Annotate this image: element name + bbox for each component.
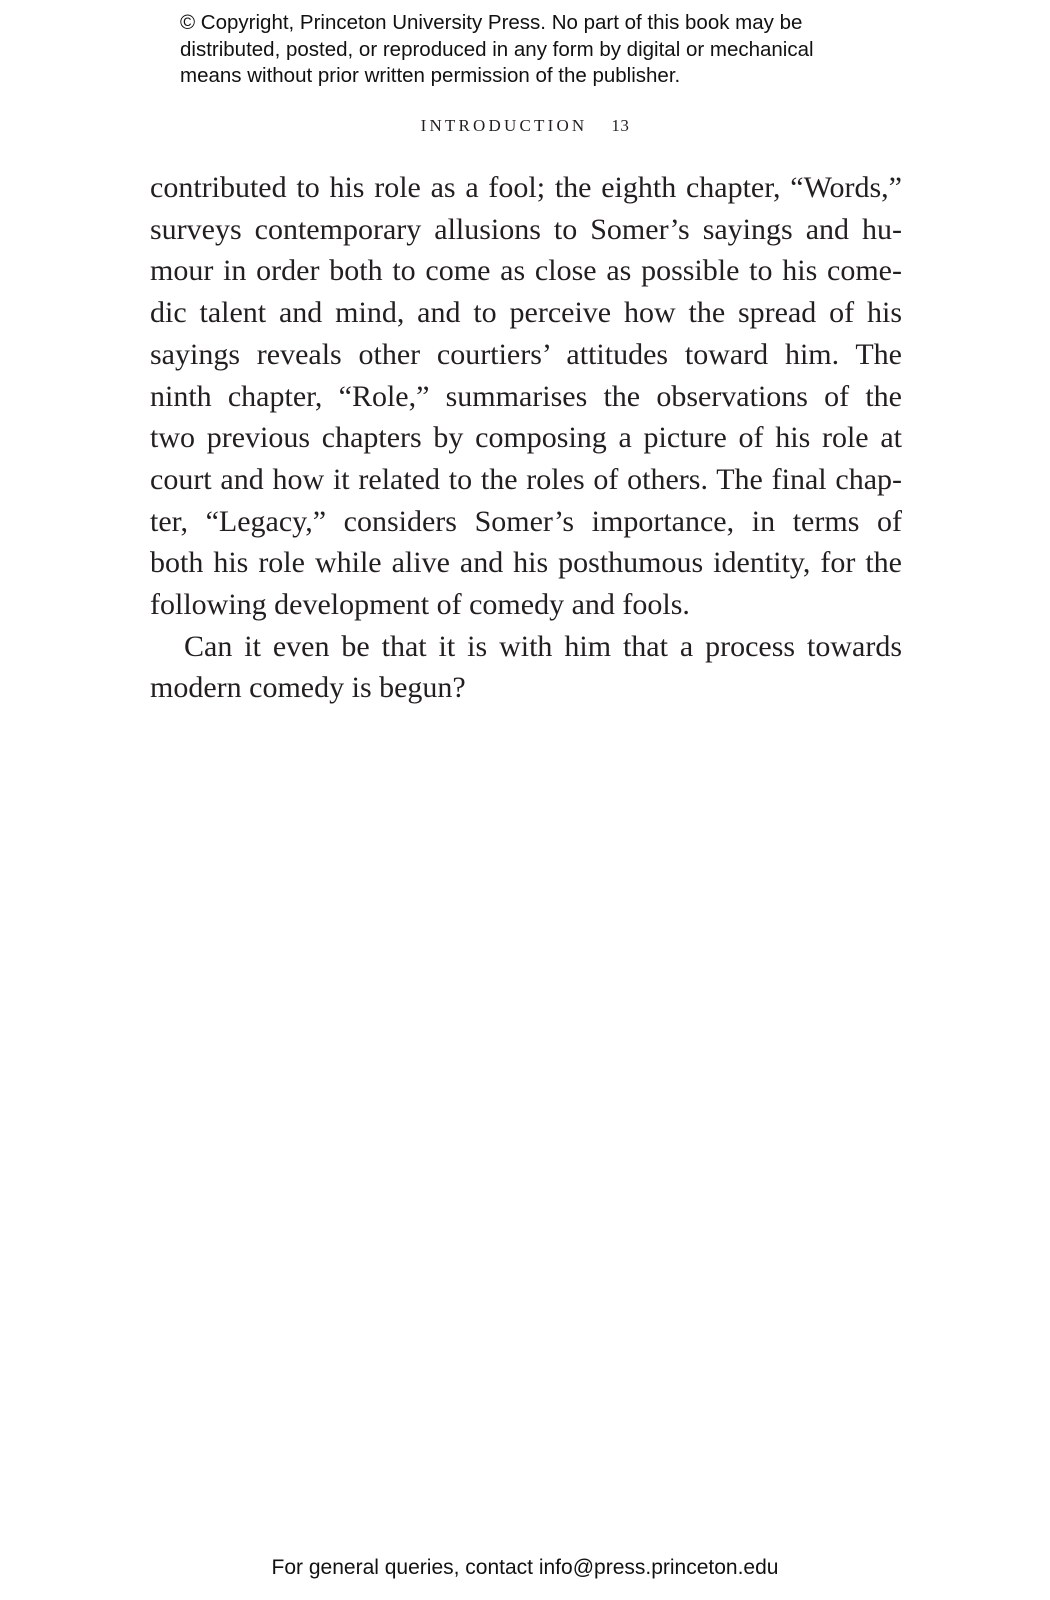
copyright-notice-line: © Copyright, Princeton University Press. No part of this book may be (180, 11, 803, 34)
text-line: both his role while alive and his posthumous identity, for the (150, 546, 902, 580)
copyright-notice (180, 10, 900, 90)
text-line: ninth chapter, “Role,” summarises the observations of the (150, 379, 902, 413)
body-text (150, 167, 902, 709)
text-line: dic talent and mind, and to perceive how the spread of his (150, 296, 902, 330)
text-line: following development of comedy and fools. (150, 588, 690, 622)
paragraph (150, 626, 902, 709)
page-number: 13 (611, 116, 630, 135)
text-line: Can it even be that it is with him that a process towards (184, 629, 902, 663)
text-line: court and how it related to the roles of others. The final chap- (150, 462, 902, 496)
copyright-notice-line: means without prior written permission of the publisher. (180, 64, 681, 87)
text-line: modern comedy is begun? (150, 671, 466, 705)
footer-contact: For general queries, contact info@press.princeton.edu (271, 1556, 779, 1579)
text-line: contributed to his role as a fool; the eighth chapter, “Words,” (150, 171, 902, 204)
copyright-notice-line: distributed, posted, or reproduced in any form by digital or mechanical (180, 37, 814, 61)
text-line: surveys contemporary allusions to Somer’s sayings and hu- (150, 212, 902, 246)
text-line: ter, “Legacy,” considers Somer’s importance, in terms of (150, 504, 902, 538)
text-line: mour in order both to come as close as possible to his come- (150, 254, 902, 288)
text-line: two previous chapters by composing a picture of his role at (150, 421, 902, 455)
running-head-section: INTRODUCTION (420, 116, 588, 135)
paragraph (150, 167, 902, 626)
text-line: sayings reveals other courtiers’ attitudes toward him. The (150, 337, 902, 371)
running-head (0, 116, 1050, 136)
